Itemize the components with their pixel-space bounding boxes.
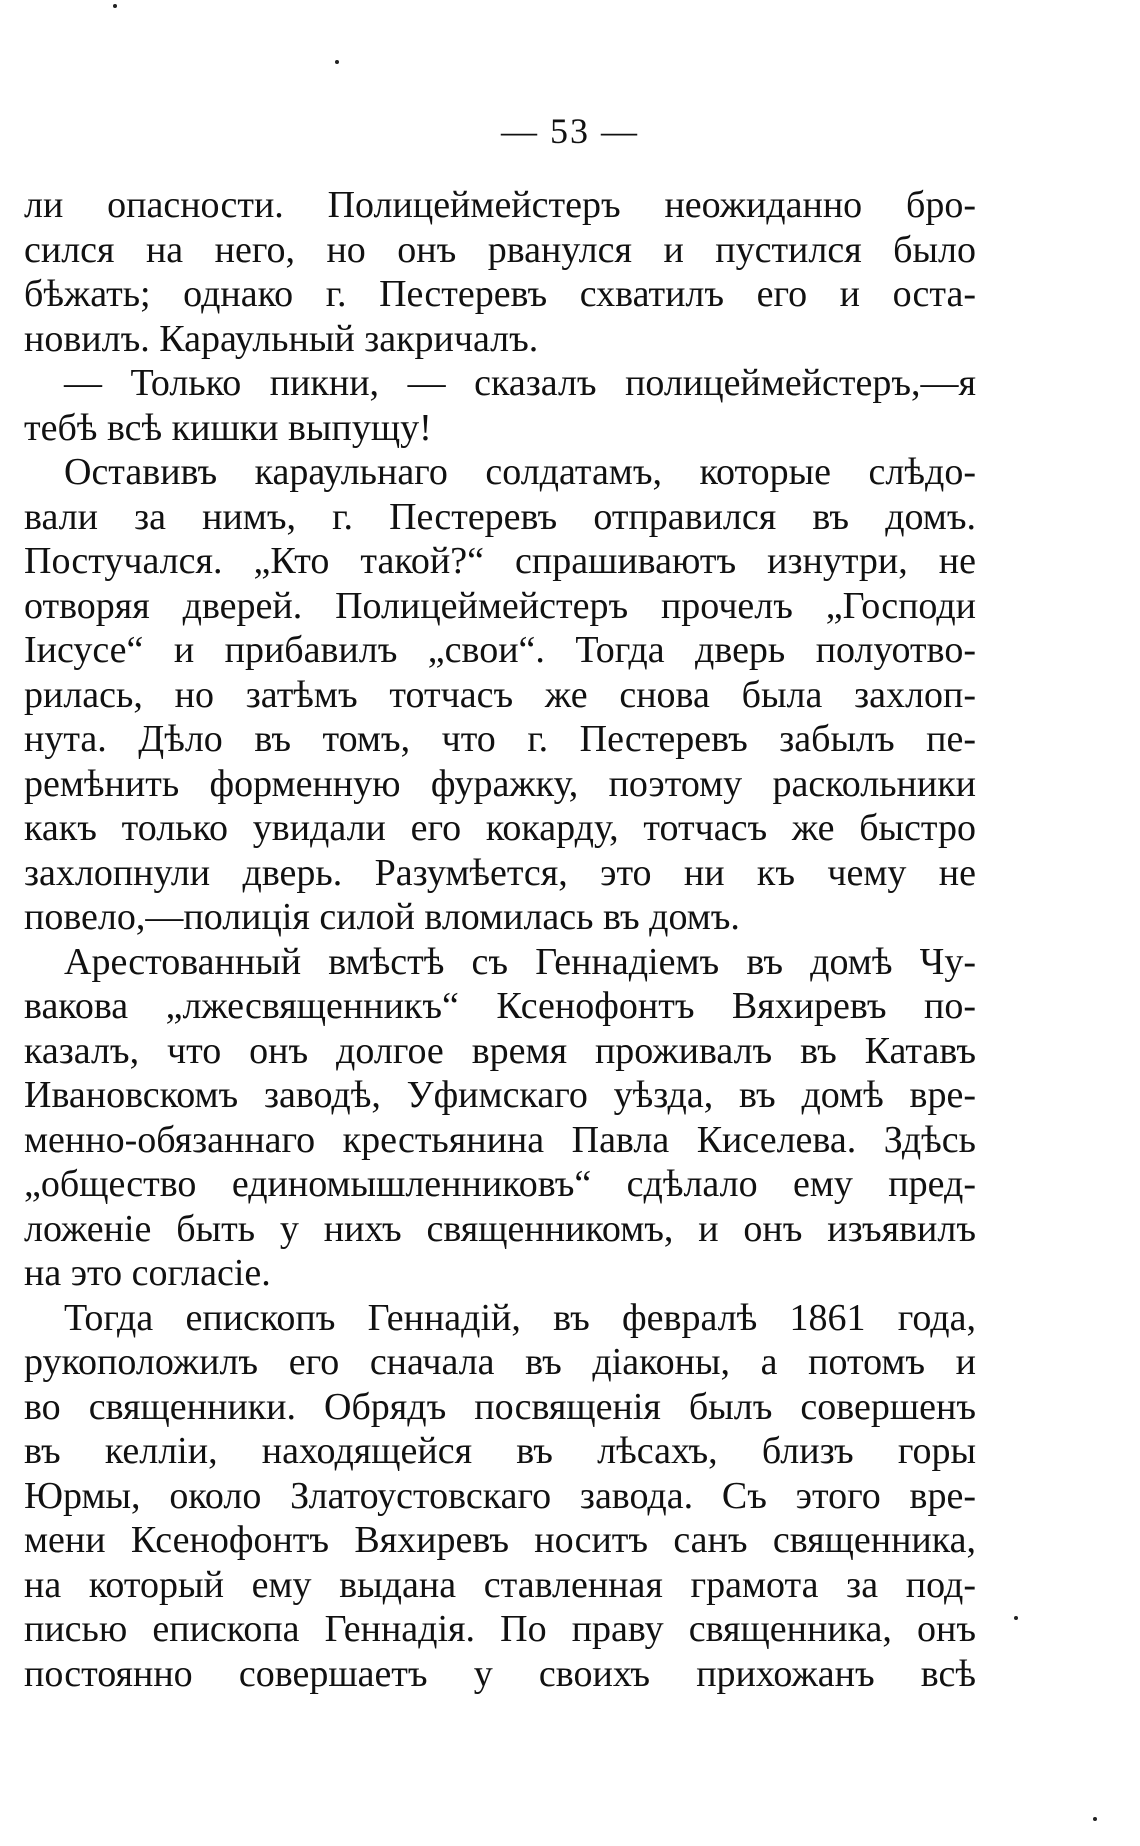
text-line: на который ему выдана ставленная грамота за под- bbox=[24, 1563, 976, 1606]
text-line: сился на него, но онъ рванулся и пустился было bbox=[24, 228, 976, 271]
text-line: вали за нимъ, г. Пестеревъ отправился въ домъ. bbox=[24, 495, 976, 538]
text-line: Юрмы, около Златоустовскаго завода. Съ этого вре- bbox=[24, 1474, 976, 1517]
text-line: Тогда епископъ Геннадій, въ февралѣ 1861 года, bbox=[64, 1296, 976, 1339]
text-line: „общество единомышленниковъ“ сдѣлало ему пред- bbox=[24, 1163, 976, 1205]
text-line: Оставивъ караульнаго солдатамъ, которые слѣдо- bbox=[64, 451, 976, 493]
text-line: Арестованный вмѣстѣ съ Геннадіемъ въ домѣ Чу- bbox=[64, 940, 976, 983]
text-line: какъ только увидали его кокарду, тотчасъ же быстро bbox=[24, 807, 976, 849]
text-line: тебѣ всѣ кишки выпущу! bbox=[24, 406, 432, 449]
text-line: писью епископа Геннадія. По праву священника, онъ bbox=[24, 1608, 976, 1650]
text-line: ложеніе быть у нихъ священникомъ, и онъ изъявилъ bbox=[24, 1207, 976, 1250]
text-line: казалъ, что онъ долгое время проживалъ въ Катавъ bbox=[24, 1029, 976, 1072]
print-speck bbox=[113, 4, 117, 8]
text-line: во священники. Обрядъ посвященія былъ совершенъ bbox=[24, 1385, 976, 1428]
text-line: менно-обязаннаго крестьянина Павла Киселева. Здѣсь bbox=[24, 1118, 976, 1161]
text-line: рукоположилъ его сначала въ діаконы, а потомъ и bbox=[24, 1341, 976, 1383]
text-line: — Только пикни, — сказалъ полицеймейстеръ,—я bbox=[64, 362, 976, 404]
text-line: бѣжать; однако г. Пестеревъ схватилъ его и оста- bbox=[24, 273, 976, 315]
text-line: нута. Дѣло въ томъ, что г. Пестеревъ забылъ пе- bbox=[24, 718, 976, 760]
page-number: — 53 — bbox=[501, 111, 639, 151]
text-line: постоянно совершаетъ у своихъ прихожанъ всѣ bbox=[24, 1652, 976, 1695]
text-line: повело,—полиція силой вломилась въ домъ. bbox=[24, 896, 740, 938]
text-line: Ивановскомъ заводѣ, Уфимскаго уѣзда, въ домѣ вре- bbox=[24, 1074, 976, 1116]
text-line: захлопнули дверь. Разумѣется, это ни къ чему не bbox=[24, 851, 976, 894]
text-line: Іисусе“ и прибавилъ „свои“. Тогда дверь полуотво- bbox=[24, 629, 976, 671]
text-line: на это согласіе. bbox=[24, 1252, 271, 1294]
text-line: вакова „лжесвященникъ“ Ксенофонтъ Вяхиревъ по- bbox=[24, 985, 976, 1027]
print-speck bbox=[1093, 1817, 1097, 1821]
text-line: ремѣнить форменную фуражку, поэтому раскольники bbox=[24, 762, 976, 805]
text-line: рилась, но затѣмъ тотчасъ же снова была захлоп- bbox=[24, 673, 976, 716]
body-text bbox=[24, 183, 976, 1696]
text-line: ли опасности. Полицеймейстеръ неожиданно бро- bbox=[24, 184, 976, 226]
text-line: новилъ. Караульный закричалъ. bbox=[24, 317, 539, 360]
print-speck bbox=[1014, 1616, 1018, 1620]
text-line: въ келліи, находящейся въ лѣсахъ, близъ горы bbox=[24, 1430, 976, 1472]
print-speck bbox=[335, 60, 339, 64]
text-line: мени Ксенофонтъ Вяхиревъ носитъ санъ священника, bbox=[24, 1519, 976, 1561]
text-line: отворяя дверей. Полицеймейстеръ прочелъ „Господи bbox=[24, 584, 976, 627]
text-line: Постучался. „Кто такой?“ спрашиваютъ изнутри, не bbox=[24, 540, 976, 582]
